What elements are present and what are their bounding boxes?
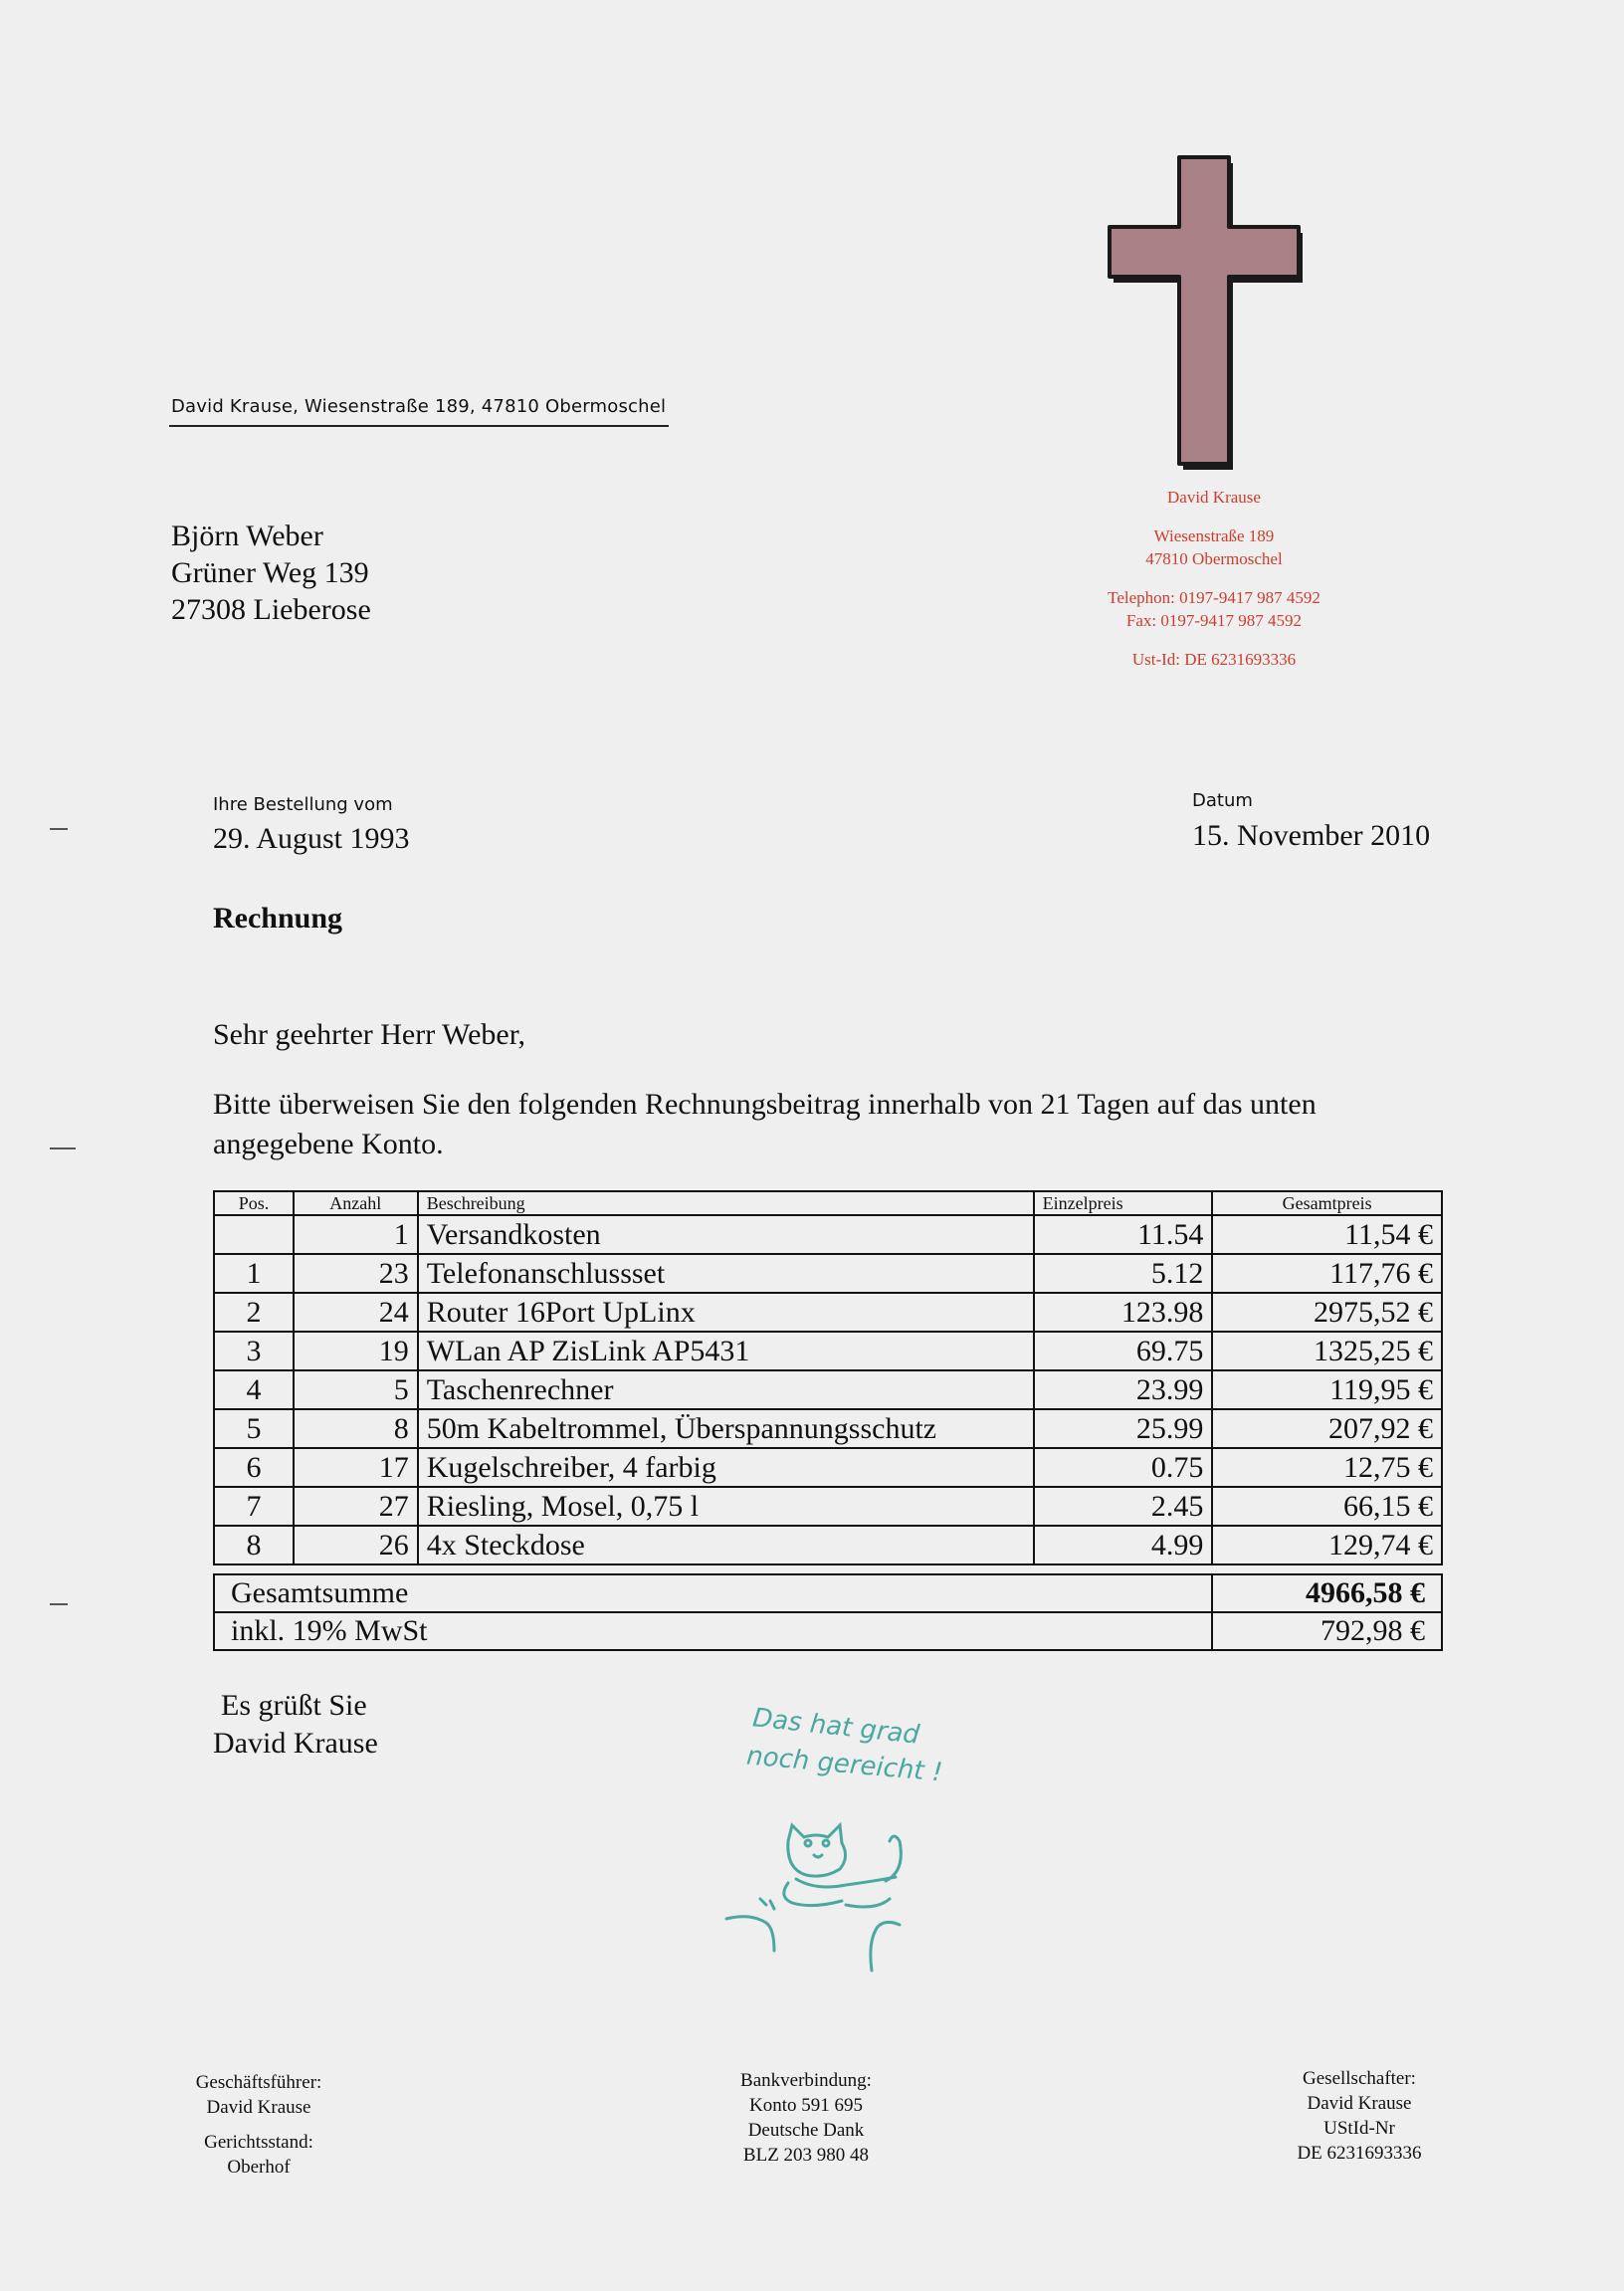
intro-line-1: Bitte überweisen Sie den folgenden Rechnungsbeitrag innerhalb von 21 Tagen auf das unten: [213, 1088, 1317, 1121]
cell-quantity: 24: [294, 1293, 418, 1332]
recipient-city: 27308 Lieberose: [171, 593, 371, 626]
cell-position: 8: [214, 1526, 294, 1564]
cell-description: Telefonanschlussset: [418, 1254, 1034, 1293]
footer-bank-label: Bankverbindung:: [740, 2070, 872, 2091]
company-street: Wiesenstraße 189: [1153, 526, 1275, 545]
cell-total-price: 1325,25 €: [1212, 1332, 1442, 1370]
cell-position: 3: [214, 1332, 294, 1370]
order-date: 29. August 1993: [213, 822, 410, 855]
company-vat-id: Ust-Id: DE 6231693336: [1131, 650, 1297, 669]
cell-description: Taschenrechner: [418, 1370, 1034, 1409]
vat-label: inkl. 19% MwSt: [214, 1612, 1212, 1650]
footer-vat-label: UStId-Nr: [1323, 2118, 1395, 2139]
cell-unit-price: 25.99: [1034, 1409, 1213, 1448]
cell-description: Kugelschreiber, 4 farbig: [418, 1448, 1034, 1487]
total-row: [214, 1574, 1442, 1612]
fold-mark-bottom: [50, 1603, 68, 1605]
cell-description: Riesling, Mosel, 0,75 l: [418, 1487, 1034, 1526]
table-header-row: [214, 1191, 1442, 1215]
cell-description: 4x Steckdose: [418, 1526, 1034, 1564]
cell-total-price: 66,15 €: [1212, 1487, 1442, 1526]
cell-position: 2: [214, 1293, 294, 1332]
cell-position: [214, 1215, 294, 1254]
total-value: 4966,58 €: [1212, 1574, 1442, 1612]
table-row: [214, 1332, 1442, 1370]
cell-description: WLan AP ZisLink AP5431: [418, 1332, 1034, 1370]
table-row: [214, 1487, 1442, 1526]
total-label: Gesamtsumme: [214, 1574, 1212, 1612]
cell-quantity: 23: [294, 1254, 418, 1293]
cell-position: 7: [214, 1487, 294, 1526]
cell-position: 1: [214, 1254, 294, 1293]
footer-vat-number: DE 6231693336: [1297, 2143, 1422, 2164]
cell-quantity: 8: [294, 1409, 418, 1448]
fold-mark-middle: [50, 1147, 76, 1149]
cell-quantity: 5: [294, 1370, 418, 1409]
cell-total-price: 129,74 €: [1212, 1526, 1442, 1564]
cell-total-price: 117,76 €: [1212, 1254, 1442, 1293]
cell-unit-price: 23.99: [1034, 1370, 1213, 1409]
cell-quantity: 27: [294, 1487, 418, 1526]
sender-return-address: David Krause, Wiesenstraße 189, 47810 Obermoschel: [171, 396, 667, 417]
footer-shareholder-label: Gesellschafter:: [1303, 2068, 1416, 2089]
stamp-text-line-2: noch gereicht !: [745, 1741, 944, 1788]
table-row: [214, 1254, 1442, 1293]
cell-unit-price: 4.99: [1034, 1526, 1213, 1564]
invoice-date-label: Datum: [1192, 790, 1253, 811]
company-city: 47810 Obermoschel: [1145, 549, 1283, 568]
footer-shareholder-name: David Krause: [1307, 2093, 1412, 2114]
order-date-label: Ihre Bestellung vom: [213, 794, 393, 815]
invoice-date: 15. November 2010: [1192, 819, 1431, 852]
intro-text: [213, 1085, 1317, 1164]
footer-bank-name: Deutsche Dank: [747, 2120, 865, 2141]
cell-description: Versandkosten: [418, 1215, 1034, 1254]
table-row: [214, 1215, 1442, 1254]
footer-management: [149, 2070, 368, 2180]
column-header-total-price: Gesamtpreis: [1212, 1191, 1442, 1215]
cell-position: 4: [214, 1370, 294, 1409]
invoice-totals-table: [213, 1573, 1443, 1651]
cell-description: Router 16Port UpLinx: [418, 1293, 1034, 1332]
document-title: Rechnung: [213, 902, 343, 935]
table-row: [214, 1448, 1442, 1487]
company-fax: Fax: 0197-9417 987 4592: [1125, 611, 1303, 630]
cell-description: 50m Kabeltrommel, Überspannungsschutz: [418, 1409, 1034, 1448]
table-row: [214, 1409, 1442, 1448]
vat-row: [214, 1612, 1442, 1650]
intro-line-2: angegebene Konto.: [213, 1128, 444, 1160]
vat-value: 792,98 €: [1212, 1612, 1442, 1650]
column-header-pos: Pos.: [214, 1191, 294, 1215]
cell-unit-price: 11.54: [1034, 1215, 1213, 1254]
closing-name: David Krause: [213, 1727, 378, 1760]
table-row: [214, 1526, 1442, 1564]
sender-underline: [169, 425, 669, 427]
salutation: Sehr geehrter Herr Weber,: [213, 1018, 526, 1051]
footer-jurisdiction-label: Gerichtsstand:: [204, 2132, 313, 2153]
company-phone: Telephon: 0197-9417 987 4592: [1108, 588, 1320, 607]
cell-unit-price: 123.98: [1034, 1293, 1213, 1332]
cat-stamp-icon: [716, 1801, 925, 1980]
column-header-unit-price: Einzelpreis: [1034, 1191, 1213, 1215]
recipient-address: [171, 518, 371, 628]
cell-quantity: 1: [294, 1215, 418, 1254]
footer-shareholder: [1250, 2066, 1469, 2166]
cell-quantity: 17: [294, 1448, 418, 1487]
company-name: David Krause: [1167, 488, 1261, 507]
footer-management-label: Geschäftsführer:: [195, 2072, 322, 2093]
cell-total-price: 119,95 €: [1212, 1370, 1442, 1409]
company-letterhead: [1015, 486, 1413, 671]
recipient-street: Grüner Weg 139: [171, 556, 369, 589]
stamp-text-line-1: Das hat grad: [750, 1703, 921, 1751]
recipient-name: Björn Weber: [171, 520, 323, 552]
column-header-qty: Anzahl: [294, 1191, 418, 1215]
invoice-items-table: [213, 1190, 1443, 1565]
table-row: [214, 1370, 1442, 1409]
cell-unit-price: 5.12: [1034, 1254, 1213, 1293]
cell-total-price: 12,75 €: [1212, 1448, 1442, 1487]
footer-bank-code: BLZ 203 980 48: [742, 2145, 870, 2166]
footer-bank: [697, 2068, 915, 2168]
cell-position: 5: [214, 1409, 294, 1448]
column-header-description: Beschreibung: [418, 1191, 1034, 1215]
cell-total-price: 11,54 €: [1212, 1215, 1442, 1254]
cell-quantity: 19: [294, 1332, 418, 1370]
cross-icon: [1095, 147, 1310, 479]
fold-mark-top: [50, 828, 68, 830]
cell-total-price: 2975,52 €: [1212, 1293, 1442, 1332]
cat-stamp: [716, 1702, 944, 1980]
cell-unit-price: 2.45: [1034, 1487, 1213, 1526]
footer-management-name: David Krause: [206, 2097, 311, 2118]
cell-unit-price: 69.75: [1034, 1332, 1213, 1370]
cell-unit-price: 0.75: [1034, 1448, 1213, 1487]
cell-position: 6: [214, 1448, 294, 1487]
cell-quantity: 26: [294, 1526, 418, 1564]
table-row: [214, 1293, 1442, 1332]
footer-bank-account: Konto 591 695: [749, 2095, 863, 2116]
footer-jurisdiction-value: Oberhof: [227, 2157, 291, 2178]
cell-total-price: 207,92 €: [1212, 1409, 1442, 1448]
closing-greeting: Es grüßt Sie: [221, 1689, 367, 1722]
